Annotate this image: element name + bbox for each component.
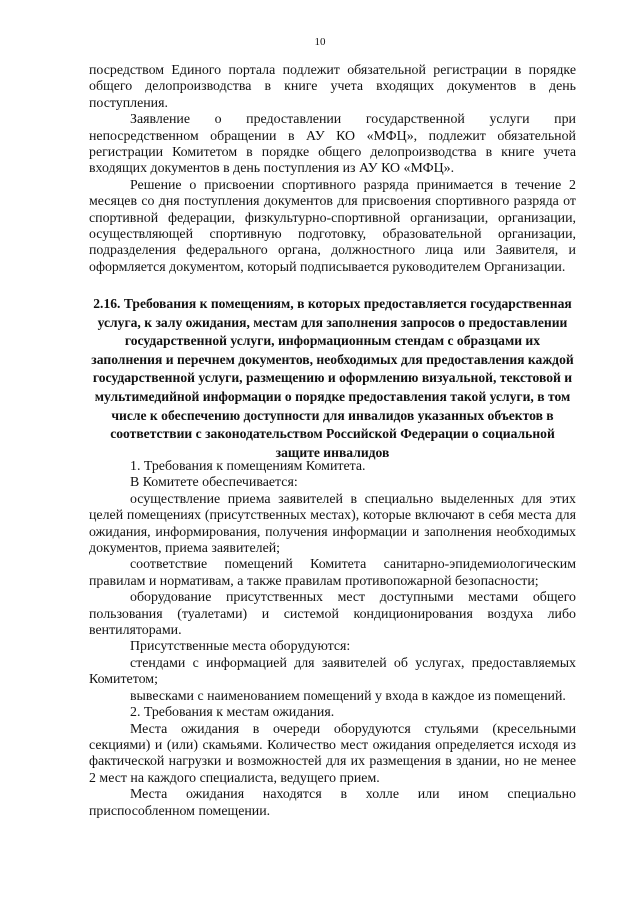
paragraph-portal-registration: посредством Единого портала подлежит обязательной регистрации в порядке общего делопроизводства в книге учета входящих документов в день поступления. — [89, 63, 576, 111]
paragraph-reception: осуществление приема заявителей в специально выделенных для этих целей помещениях (присутственных местах), которые включают в себя места для ожидания, информирования, получения информации и заполнения необходимых документов, приема заявителей; — [89, 491, 576, 557]
paragraph-item-1: 1. Требования к помещениям Комитета. — [130, 459, 366, 474]
paragraph-places-equipped: Присутственные места оборудуются: — [130, 639, 351, 655]
paragraph-stands: стендами с информацией для заявителей об услугах, предоставляемых Комитетом; — [89, 655, 576, 688]
section-heading: 2.16. Требования к помещениям, в которых предоставляется государственная услуга, к залу ожидания, местам для заполнения запросов о предоставлении государственной услуги, информационным стендам с образцами их заполнения и перечнем документов, необходимых для предоставления каждой государственной услуги, размещению и оформлению визуальной, текстовой и мультимедийной информации о порядке предоставления такой услуги, в том числе к обеспечению доступности для инвалидов указанных объектов в соответствии с законодательством Российской Федерации о социальной защите инвалидов — [91, 296, 574, 460]
paragraph-waiting-seats: Места ожидания в очереди оборудуются стульями (кресельными секциями) и (или) скамьями. Количество мест ожидания определяется исходя из фактической нагрузки и возможностей для их размещения в здании, но не менее 2 мест на каждого специалиста, ведущего прием. — [89, 721, 576, 786]
paragraph-mfc-registration: Заявление о предоставлении государственной услуги при непосредственном обращении в АУ КО «МФЦ», подлежит обязательной регистрации Комитетом в порядке общего делопроизводства в книге учета входящих документов в день поступления из АУ КО «МФЦ». — [89, 112, 576, 177]
paragraph-item-2: 2. Требования к местам ожидания. — [130, 705, 335, 721]
paragraph-equipment: оборудование присутственных мест доступными местами общего пользования (туалетами) и системой кондиционирования воздуха либо вентиляторами. — [89, 590, 576, 639]
paragraph-waiting-hall: Места ожидания находятся в холле или ином специально приспособленном помещении. — [89, 787, 576, 819]
top-text-block — [89, 63, 576, 276]
paragraph-committee-provides: В Комитете обеспечивается: — [130, 475, 298, 491]
paragraph-signs: вывесками с наименованием помещений у входа в каждое из помещений. — [130, 688, 566, 704]
page-number: 10 — [314, 36, 326, 48]
paragraph-sanitary: соответствие помещений Комитета санитарно-эпидемиологическим правилам и нормативам, а также правилам противопожарной безопасности; — [89, 557, 576, 589]
body-text-block — [89, 459, 576, 820]
paragraph-decision-term: Решение о присвоении спортивного разряда принимается в течение 2 месяцев со дня поступления документов для присвоения спортивного разряда от спортивной федерации, физкультурно-спортивной организации, организации, осуществляющей спортивную подготовку, образовательной организации, подразделения федерального органа, должностного лица или Заявителя, и оформляется документом, который подписывается руководителем Организации. — [89, 177, 576, 275]
